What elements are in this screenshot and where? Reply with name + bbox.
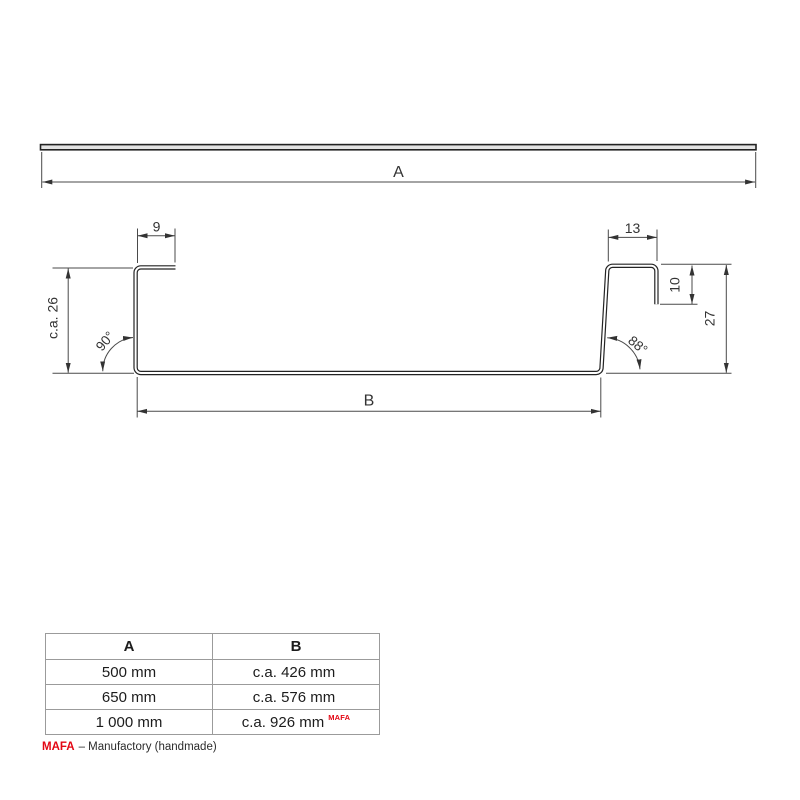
table-row (46, 710, 380, 735)
footnote-text: – Manufactory (handmade) (78, 741, 217, 753)
cell-a: 500 mm (46, 660, 213, 685)
table-row (46, 685, 380, 710)
dim-27-label: 27 (701, 310, 718, 327)
profile-outline (136, 266, 657, 373)
angle-90 (93, 329, 133, 372)
cell-b (213, 685, 380, 710)
footnote-abbr: MAFA (42, 741, 75, 753)
dim-ca26-label: c.a. 26 (44, 296, 61, 340)
col-header-a: A (46, 634, 213, 660)
cell-b (213, 660, 380, 685)
dimension-10 (660, 266, 698, 305)
cell-b-value: c.a. 926 mm (241, 713, 325, 731)
dim-b-label: B (363, 392, 375, 410)
cell-b (213, 710, 380, 735)
dimension-ca26 (45, 268, 135, 373)
table-header-row (46, 634, 380, 660)
cell-a: 1 000 mm (46, 710, 213, 735)
dimension-table-wrap (45, 633, 380, 735)
flat-sheet-bar (41, 145, 757, 150)
table-row (46, 660, 380, 685)
cell-b-value: c.a. 576 mm (252, 688, 336, 706)
dim-10-label: 10 (666, 277, 683, 293)
dimension-b (137, 377, 601, 418)
dimension-a (42, 152, 756, 188)
col-header-b: B (213, 634, 380, 660)
dim-13-label: 13 (624, 220, 641, 236)
sheet-top-view (41, 145, 757, 150)
cell-b-value: c.a. 426 mm (252, 663, 336, 681)
footnote (42, 741, 217, 753)
cell-a: 650 mm (46, 685, 213, 710)
cell-b-footnote-ref: MAFA (328, 712, 351, 722)
dim-9-label: 9 (152, 218, 161, 235)
dim-a-label: A (393, 164, 404, 181)
angle-88 (607, 333, 650, 369)
angle-90-label: 90° (92, 328, 118, 354)
dimension-9 (138, 219, 176, 264)
dimension-13 (608, 220, 657, 262)
dimension-table (45, 633, 380, 735)
angle-88-label: 88° (625, 332, 651, 358)
